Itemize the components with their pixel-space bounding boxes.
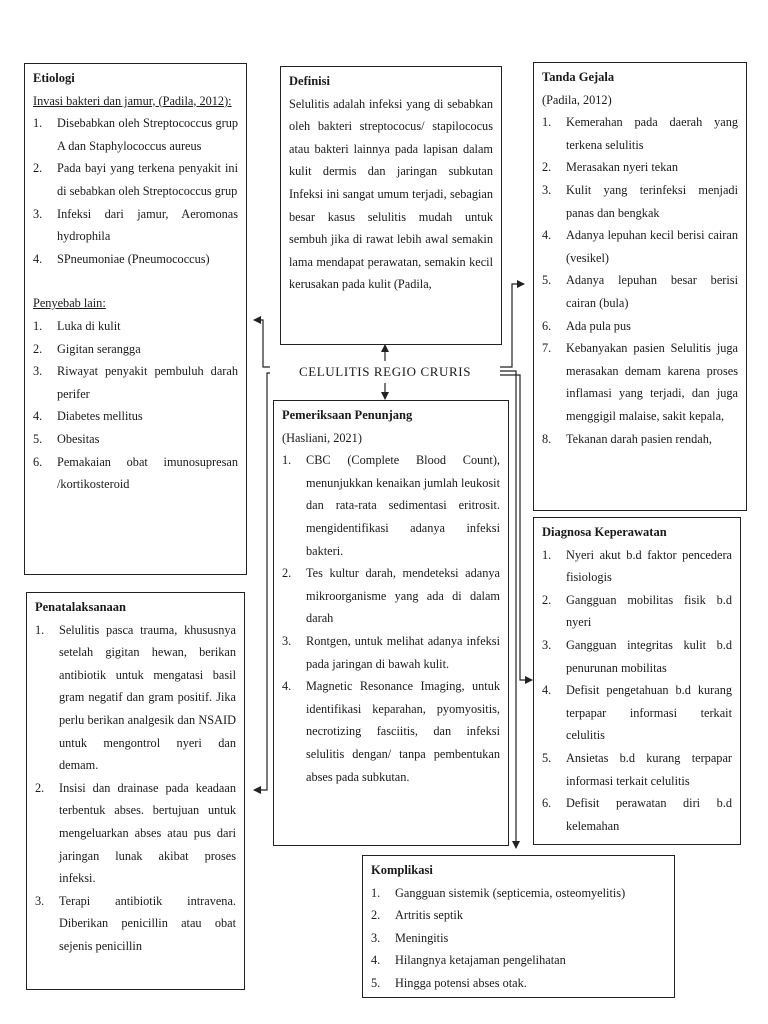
penatalaksanaan-list <box>35 619 236 958</box>
list-item: 4. Adanya lepuhan kecil berisi cairan (vesikel) <box>542 228 738 265</box>
diagnosa-list <box>542 544 732 838</box>
tanda-gejala-list <box>542 111 738 450</box>
tanda-gejala-title: Tanda Gejala <box>542 70 615 84</box>
list-item: 2. Gangguan mobilitas fisik b.d nyeri <box>542 592 732 630</box>
center-title: CELULITIS REGIO CRURIS <box>270 361 500 383</box>
list-item: 5. Obesitas <box>33 431 100 446</box>
list-item: 5. Adanya lepuhan besar berisi cairan (bula) <box>542 273 738 310</box>
list-item: 8. Tekanan darah pasien rendah, <box>542 431 712 446</box>
list-item: 2. Tes kultur darah, mendeteksi adanya mikroorganisme yang ada di dalam darah <box>282 566 500 626</box>
list-item: 3. Infeksi dari jamur, Aeromonas hydrophila <box>33 206 238 244</box>
list-item: 3. Rontgen, untuk melihat adanya infeksi pada jaringan di bawah kulit. <box>282 633 500 671</box>
list-item: 3. Meningitis <box>371 930 449 945</box>
list-item: 6. Pemakaian obat imunosupresan /kortikosteroid <box>33 454 238 492</box>
definisi-box <box>280 66 502 345</box>
list-item: 1. Luka di kulit <box>33 318 121 333</box>
list-item: 2. Insisi dan drainase pada keadaan terbentuk abses. bertujuan untuk mengeluarkan abses atau pus dari jaringan lunak akibat proses infeksi. <box>35 780 236 886</box>
pemeriksaan-title: Pemeriksaan Penunjang <box>282 408 413 422</box>
definisi-title: Definisi <box>289 74 330 88</box>
penatalaksanaan-title: Penatalaksanaan <box>35 600 126 614</box>
list-item: 2. Pada bayi yang terkena penyakit ini di sebabkan oleh Streptococcus grup <box>33 161 238 198</box>
list-item: 7. Kebanyakan pasien Selulitis juga merasakan demam karena proses inflamasi yang terjadi, dan juga menggigil malaise, sakit kepala, <box>542 341 738 423</box>
diagnosa-box <box>533 517 741 845</box>
pemeriksaan-source: (Hasliani, 2021) <box>282 430 362 445</box>
list-item: 1. Selulitis pasca trauma, khususnya setelah gigitan hewan, berikan antibiotik untuk mengatasi basil gram negatif dan gram positif. Jika perlu berikan analgesik dan NSAID untuk mengontrol nyeri dan demam. <box>35 622 236 773</box>
list-item: 1. Kemerahan pada daerah yang terkena selulitis <box>542 115 738 152</box>
list-item: 1. Gangguan sistemik (septicemia, osteomyelitis) <box>371 885 626 900</box>
list-item: 1. CBC (Complete Blood Count), menunjukkan kenaikan jumlah leukosit dan rata-rata sedimentasi eritrosit. mengidentifikasi adanya infeksi bakteri. <box>282 453 500 558</box>
pemeriksaan-list <box>282 449 500 788</box>
list-item: 5. Ansietas b.d kurang terpapar informasi terkait celulitis <box>542 750 732 788</box>
diagnosa-title: Diagnosa Keperawatan <box>542 525 667 539</box>
komplikasi-title: Komplikasi <box>371 863 433 877</box>
etiologi-title: Etiologi <box>33 71 75 85</box>
etiologi-intro: Invasi bakteri dan jamur, (Padila, 2012): <box>33 93 232 108</box>
list-item: 3. Gangguan integritas kulit b.d penurunan mobilitas <box>542 637 732 675</box>
list-item: 6. Ada pula pus <box>542 318 631 333</box>
list-item: 2. Merasakan nyeri tekan <box>542 160 678 175</box>
etiologi-sub-list <box>33 315 238 496</box>
list-item: 4. Hilangnya ketajaman pengelihatan <box>371 953 566 968</box>
list-item: 4. Magnetic Resonance Imaging, untuk identifikasi keparahan, pyomyositis, necrotizing fasciitis, dan infeksi selulitis dengan/ tanpa pembentukan abses pada subkutan. <box>282 679 500 784</box>
list-item: 5. Hingga potensi abses otak. <box>371 975 527 990</box>
pemeriksaan-box <box>273 400 509 846</box>
list-item: 1. Nyeri akut b.d faktor pencedera fisiologis <box>542 547 732 585</box>
definisi-text: Selulitis adalah infeksi yang di sebabkan oleh bakteri streptococus/ stapilococus atau bakteri lainnya pada lapisan dalam kulit dermis dan jaringan subkutan Infeksi ini sangat umum terjadi, sebagian besar kasus selulitis mudah untuk sembuh jika di rawat lebih awal semakin lama mendapat perawatan, semakin kecil kerusakan pada kulit (Padila, <box>289 96 493 292</box>
komplikasi-box <box>362 855 675 998</box>
etiologi-sub-title: Penyebab lain: <box>33 296 106 311</box>
list-item: 3. Kulit yang terinfeksi menjadi panas dan bengkak <box>542 182 738 220</box>
list-item: 3. Riwayat penyakit pembuluh darah perifer <box>33 364 238 401</box>
list-item: 6. Defisit perawatan diri b.d kelemahan <box>542 796 732 833</box>
list-item: 1. Disebabkan oleh Streptococcus grup A dan Staphylococcus aureus <box>33 116 238 153</box>
list-item: 4. Diabetes mellitus <box>33 409 143 424</box>
list-item: 2. Gigitan serangga <box>33 341 141 356</box>
list-item: 2. Artritis septik <box>371 908 463 923</box>
etiologi-box <box>24 63 247 575</box>
list-item: 4. SPneumoniae (Pneumococcus) <box>33 251 210 266</box>
tanda-gejala-box <box>533 62 747 511</box>
penatalaksanaan-box <box>26 592 245 990</box>
komplikasi-list <box>371 882 666 995</box>
list-item: 4. Defisit pengetahuan b.d kurang terpapar informasi terkait celulitis <box>542 683 732 743</box>
etiologi-list <box>33 112 238 270</box>
list-item: 3. Terapi antibiotik intravena. Diberikan penicillin atau obat sejenis penicillin <box>35 893 236 953</box>
tanda-gejala-source: (Padila, 2012) <box>542 92 612 107</box>
